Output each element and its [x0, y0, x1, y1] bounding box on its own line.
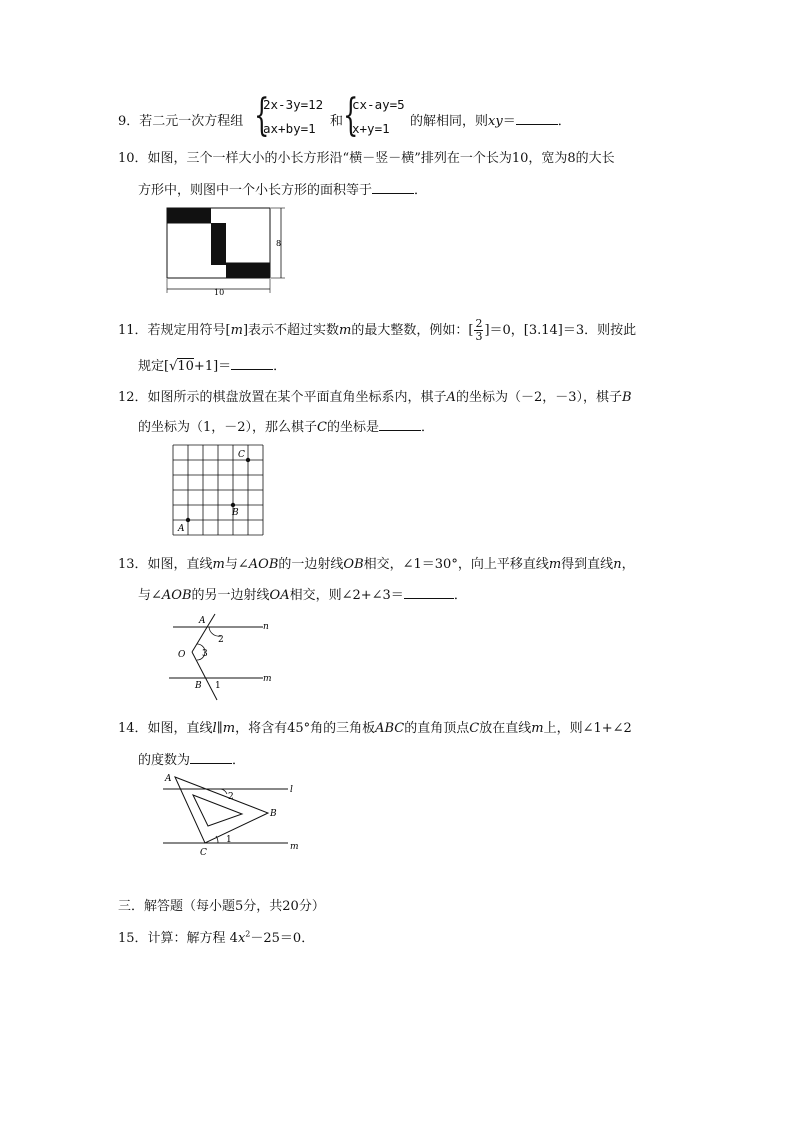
q14-text-a: 14．如图，直线 — [118, 721, 213, 736]
q12-piece-A — [186, 518, 190, 522]
q14-var-m2: m — [531, 721, 544, 736]
q13-var-n: n — [613, 557, 622, 572]
q14-text-c: 的直角顶点 — [404, 721, 470, 736]
q11-text-c: 的最大整数，例如：[ — [351, 323, 474, 338]
q13-end: ． — [453, 588, 467, 603]
q11-var-m1: m — [230, 323, 243, 338]
q9-line — [118, 110, 243, 129]
q11-sqrt-arg: 10 — [177, 359, 194, 374]
q13-text-h: 的另一边射线 — [191, 588, 270, 603]
q13-text-a: 13．如图，直线 — [118, 557, 213, 572]
q13-var-OB: OB — [343, 557, 364, 572]
q11-line1 — [118, 318, 636, 343]
q10-answer-blank — [372, 181, 414, 194]
q11-text-e: 规定[ — [138, 359, 170, 374]
q11-text-d: ]＝0，[3.14]＝3．则按此 — [484, 323, 637, 338]
q12-chessboard — [170, 443, 270, 538]
q14-text-e: 上，则∠1+∠2 — [543, 721, 632, 736]
q13-line1 — [118, 553, 635, 572]
q9-and: 和 — [330, 114, 344, 129]
q13-fig-O: O — [178, 650, 186, 660]
q12-text-c: 的坐标为（1，－2），那么棋子 — [138, 420, 318, 435]
q15-text-a: 15．计算：解方程 4 — [118, 931, 238, 946]
q14-text-d: 放在直线 — [479, 721, 532, 736]
q15-exponent: 2 — [245, 929, 251, 939]
q13-text-f: ， — [621, 557, 635, 572]
q12-label-B: B — [232, 508, 239, 518]
q9-sys1-eq2: ax+by=1 — [263, 121, 316, 136]
q10-line2-text: 方形中，则图中一个小长方形的面积等于 — [138, 183, 373, 198]
q14-fig-m: m — [290, 842, 299, 852]
q11-sqrt: √10 — [169, 359, 194, 374]
q11-text-f: +1]＝ — [193, 359, 232, 374]
q11-line2 — [138, 355, 286, 374]
q14-answer-blank — [190, 751, 232, 764]
q14-triangle-outer — [175, 777, 268, 843]
q15-line — [118, 927, 314, 946]
q10-figure — [160, 203, 290, 298]
q13-figure — [165, 612, 285, 702]
q9-var: xy — [488, 114, 503, 129]
q13-fig-B: B — [195, 681, 202, 691]
q13-var-AOB: AOB — [248, 557, 279, 572]
q12-label-C: C — [238, 450, 245, 460]
q9-number: 9． — [118, 114, 140, 129]
section3-title: 三．解答题（每小题5分，共20分） — [118, 899, 325, 914]
q11-text-a: 11．若规定用符号[ — [118, 323, 231, 338]
q13-text-d: 相交，∠1＝30°，向上平移直线 — [363, 557, 549, 572]
q9-sys1-eq1: 2x-3y=12 — [263, 97, 324, 112]
q12-piece-B — [231, 503, 235, 507]
q13-answer-blank — [404, 586, 454, 599]
q12-line2 — [138, 416, 434, 435]
q10-line2 — [138, 179, 427, 198]
q14-var-ABC: ABC — [375, 721, 405, 736]
q13-text-e: 得到直线 — [561, 557, 614, 572]
q12-end: ． — [421, 420, 435, 435]
q13-var-OA: OA — [269, 588, 290, 603]
q11-answer-blank — [231, 357, 273, 370]
q14-line1 — [118, 717, 632, 736]
q10-black-block-bottom — [226, 263, 270, 278]
q10-line1: 10．如图，三个一样大小的小长方形沿“横－竖－横”排列在一个长为10，宽为8的大长 — [118, 151, 615, 166]
q13-text-b: 与∠ — [224, 557, 249, 572]
q9-tail — [410, 110, 571, 129]
q9-answer-blank — [516, 112, 558, 125]
q13-fig-n: n — [263, 622, 269, 632]
q14-fig-C: C — [200, 848, 207, 858]
q12-var-A: A — [446, 390, 456, 405]
q14-fig-1: 1 — [226, 835, 232, 845]
q13-text-g: 与∠ — [138, 588, 162, 603]
q11-end: ． — [273, 359, 287, 374]
q12-text-a: 12．如图所示的棋盘放置在某个平面直角坐标系内，棋子 — [118, 390, 447, 405]
q12-line1 — [118, 386, 632, 405]
q13-var-AOB2: AOB — [161, 588, 192, 603]
q12-var-C: C — [317, 420, 327, 435]
q13-text-i: 相交，则∠2+∠3＝ — [289, 588, 404, 603]
q13-fig-m: m — [263, 674, 272, 684]
q10-black-block-top — [167, 208, 211, 223]
q10-label-width: 10 — [214, 288, 225, 297]
q10-black-block-mid — [211, 223, 226, 265]
q14-var-m: m — [222, 721, 236, 736]
q13-fig-3: 3 — [202, 649, 208, 659]
q11-var-m2: m — [339, 323, 352, 338]
q11-frac-num: 2 — [475, 317, 483, 330]
q10-label-height: 8 — [276, 239, 282, 248]
q10-end: ． — [414, 183, 428, 198]
q9-eq: ＝ — [502, 114, 516, 129]
q14-end: ． — [232, 753, 246, 768]
q9-sys2-eq2: x+y=1 — [352, 121, 390, 136]
q12-label-A: A — [178, 524, 185, 534]
q13-fig-2: 2 — [218, 635, 224, 645]
q15-var-x: x — [237, 931, 246, 946]
q9-text-after: 的解相同，则 — [410, 114, 489, 129]
q13-fig-A: A — [199, 616, 206, 626]
q14-text-b: ，将含有45°角的三角板 — [235, 721, 376, 736]
q14-var-l: l — [212, 721, 217, 736]
q12-var-B: B — [621, 390, 632, 405]
q9-brace-left: { — [254, 90, 270, 141]
q14-fig-l: l — [290, 785, 293, 795]
q9-sys2-eq1: cx-ay=5 — [352, 97, 405, 112]
q9-text-before: 若二元一次方程组 — [139, 114, 244, 129]
q13-ray-OB — [192, 652, 217, 700]
q13-var-m: m — [212, 557, 225, 572]
q13-line2 — [138, 584, 467, 603]
q12-text-b: 的坐标为（－2，－3），棋子 — [455, 390, 622, 405]
q11-fraction — [474, 318, 483, 343]
q11-frac-den: 3 — [475, 330, 483, 343]
q15-text-b: －25＝0． — [250, 931, 315, 946]
q14-parallel: ∥ — [216, 721, 223, 736]
q12-piece-C — [246, 458, 250, 462]
q13-var-m2: m — [548, 557, 562, 572]
q13-fig-1: 1 — [215, 681, 221, 691]
q14-fig-A: A — [165, 774, 172, 784]
q11-text-b: ]表示不超过实数 — [242, 323, 340, 338]
q14-fig-B: B — [270, 809, 277, 819]
q14-fig-2: 2 — [228, 792, 234, 802]
q14-text-f: 的度数为 — [138, 753, 191, 768]
q13-text-c: 的一边射线 — [278, 557, 344, 572]
q14-figure — [160, 770, 305, 860]
q12-answer-blank — [379, 418, 421, 431]
q14-var-C: C — [469, 721, 480, 736]
q12-text-d: 的坐标是 — [327, 420, 380, 435]
q9-brace-right: { — [343, 90, 359, 141]
q14-line2 — [138, 749, 245, 768]
q9-end: ． — [557, 114, 571, 129]
